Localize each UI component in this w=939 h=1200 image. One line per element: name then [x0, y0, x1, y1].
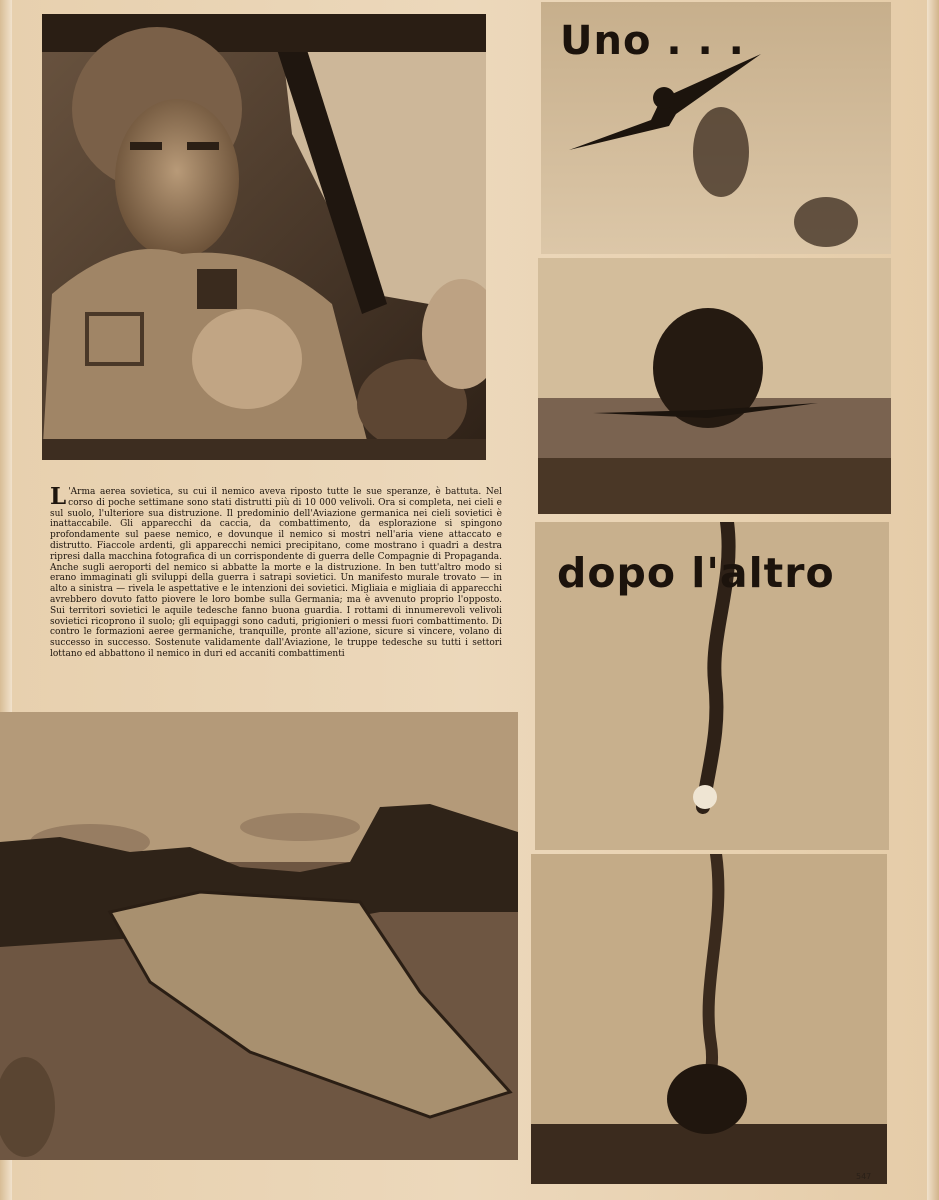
- article-text: [50, 483, 502, 660]
- article-dropcap: L: [50, 483, 67, 510]
- page-number: 547: [856, 1172, 872, 1181]
- pilot-photo: [42, 14, 486, 460]
- article-body: 'Arma aerea sovietica, su cui il nemico aveva riposto tutte le sue speranze, è battuta. Nel corso di poche settimane sono stati distrutti più di 10 000 velivoli. Ora si completa, nei cieli e sul suolo, l'ulteriore sua distruzione. Il predominio dell'Aviazione germanica nei cieli sovietici è inattaccabile. Gli apparecchi da caccia, da combattimento, da esplorazione si spingono profondamente sul paese nemico, e dovunque il nemico si mostri nell'aria viene attaccato e distrutto. Fiaccole ardenti, gli apparecchi nemici precipitano, come mostrano i quadri a destra ripresi dalla macchina fotografica di un corrispondente di guerra delle Compagnie di Propaganda. Anche sugli aeroporti del nemico si abbatte la morte e la distruzione. In ben tutt'altro modo si erano immaginati gli sviluppi della guerra i satrapi sovietici. Un manifesto murale trovato — in alto a sinistra — rivela le aspettative e le intenzioni dei sovietici. Migliaia e migliaia di apparecchi avrebbero dovuto fatto piovere le loro bombe sulla Germania; ma è avvenuto proprio l'opposto. Sui territori sovietici le aquile tedesche fanno buona guardia. I rottami di innumerevoli velivoli sovietici ricoprono il suolo; gli equipaggi sono caduti, prigionieri o messi fuori combattimento. Di contro le formazioni aeree germaniche, tranquille, pronte all'azione, sicure si vincere, volano di successo in successo. Sostenute validamente dall'Aviazione, le truppe tedesche su tutti i settori lottano ed abbattono il nemico in duri ed accaniti combattimenti: [50, 487, 502, 659]
- plane-exploding-photo: [538, 258, 891, 514]
- headline-top: Uno . . .: [560, 18, 745, 64]
- crash-photo: [531, 854, 887, 1184]
- wreckage-photo: [0, 712, 518, 1160]
- right-page-edge: [927, 0, 939, 1200]
- headline-bottom: dopo l'altro: [557, 549, 835, 597]
